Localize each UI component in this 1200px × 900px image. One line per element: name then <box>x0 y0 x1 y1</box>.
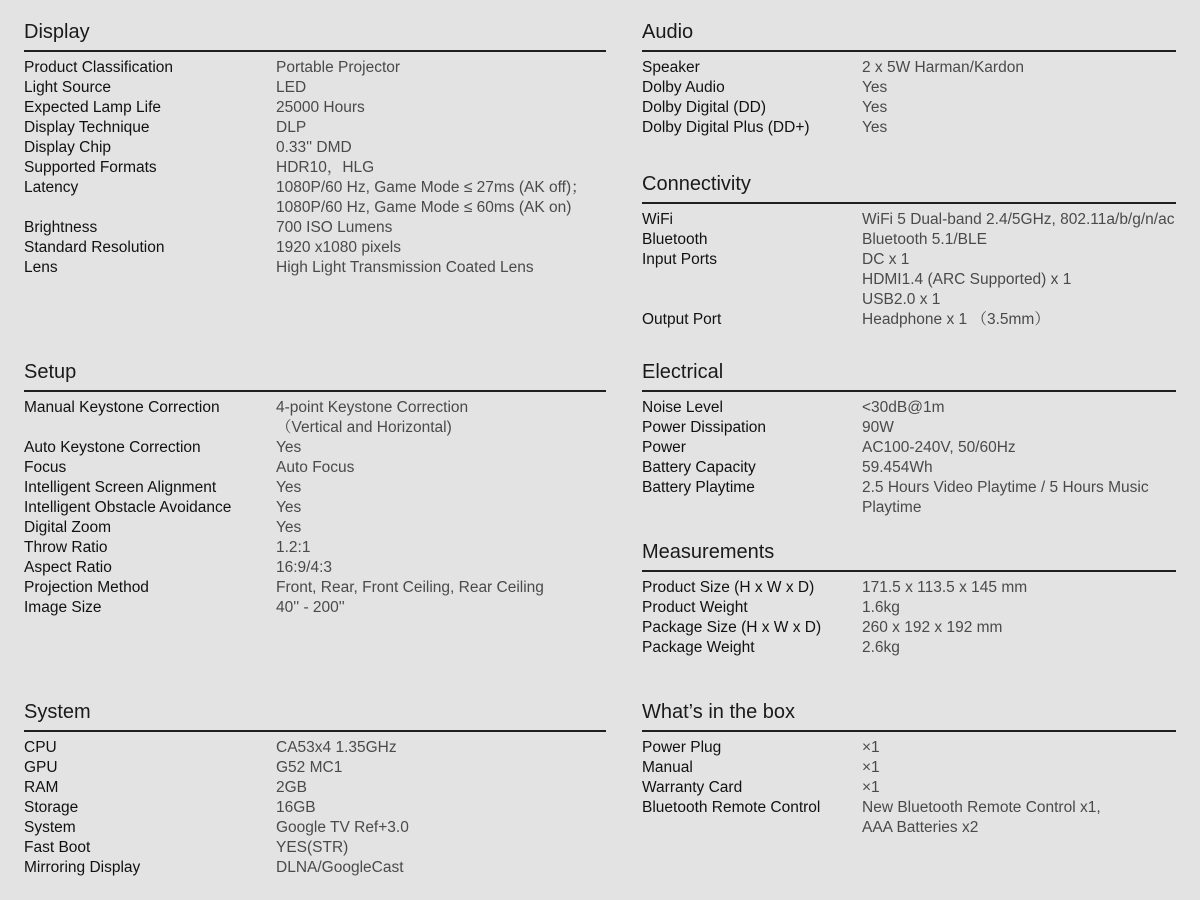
spec-row <box>24 498 606 518</box>
spec-label: Output Port <box>642 311 722 328</box>
spec-value <box>276 98 365 118</box>
spec-value-line: 2GB <box>276 779 308 796</box>
spec-value-line: YES(STR) <box>276 839 349 856</box>
spec-value-line: ×1 <box>862 779 880 796</box>
spec-value-line: 1920 x1080 pixels <box>276 239 401 256</box>
spec-value <box>276 258 534 278</box>
spec-row <box>24 538 606 558</box>
spec-value-line: Yes <box>276 439 302 456</box>
spec-label: Battery Capacity <box>642 459 756 476</box>
section-audio <box>642 18 1176 138</box>
section-system <box>24 698 606 878</box>
spec-value-line: 0.33'' DMD <box>276 139 352 156</box>
spec-value <box>862 798 1176 838</box>
section-title: Audio <box>642 18 1176 52</box>
spec-row <box>642 118 1176 138</box>
spec-value-line: 1080P/60 Hz, Game Mode ≤ 27ms (AK off)； <box>276 179 587 196</box>
spec-value-line: <30dB@1m <box>862 399 945 416</box>
spec-label: Product Classification <box>24 59 174 76</box>
spec-value-line: CA53x4 1.35GHz <box>276 739 397 756</box>
section-electrical <box>642 358 1176 518</box>
section-display <box>24 18 606 278</box>
spec-value-line: 25000 Hours <box>276 99 365 116</box>
spec-value-line: Yes <box>276 519 302 536</box>
spec-row <box>24 138 606 158</box>
spec-label: Battery Playtime <box>642 479 755 496</box>
spec-row <box>642 758 1176 778</box>
spec-value <box>276 838 348 858</box>
spec-row <box>24 758 606 778</box>
spec-value <box>276 58 400 78</box>
spec-row <box>24 858 606 878</box>
spec-row <box>24 738 606 758</box>
spec-value-line: 1080P/60 Hz, Game Mode ≤ 60ms (AK on) <box>276 199 572 216</box>
spec-row <box>642 638 1176 658</box>
spec-value-line: 2.5 Hours Video Playtime / 5 Hours Music Playtime <box>862 479 1149 516</box>
spec-value-line: Bluetooth 5.1/BLE <box>862 231 987 248</box>
spec-label: Bluetooth <box>642 231 708 248</box>
spec-value <box>862 250 1176 310</box>
spec-value <box>276 158 374 178</box>
spec-label: Fast Boot <box>24 839 91 856</box>
spec-value-line: DC x 1 <box>862 251 910 268</box>
section-connectivity <box>642 170 1176 330</box>
spec-value-line: Portable Projector <box>276 59 401 76</box>
spec-value <box>276 778 307 798</box>
spec-list <box>642 52 1176 138</box>
spec-label: Display Technique <box>24 119 150 136</box>
spec-value <box>862 478 1176 518</box>
spec-label: Lens <box>24 259 58 276</box>
spec-row <box>24 478 606 498</box>
section-title: Connectivity <box>642 170 1176 204</box>
spec-label: Power Plug <box>642 739 722 756</box>
spec-row <box>642 250 1176 310</box>
section-box <box>642 698 1176 838</box>
spec-value <box>862 398 1176 418</box>
spec-label: Power Dissipation <box>642 419 767 436</box>
spec-row <box>24 578 606 598</box>
spec-row <box>642 418 1176 438</box>
spec-value-line: Yes <box>276 479 302 496</box>
spec-value-line: Google TV Ref+3.0 <box>276 819 409 836</box>
spec-value <box>862 230 1176 250</box>
spec-value-line: DLP <box>276 119 307 136</box>
spec-value-line: 40'' - 200'' <box>276 599 345 616</box>
spec-value <box>276 178 587 218</box>
section-title: Measurements <box>642 538 1176 572</box>
spec-label: Display Chip <box>24 139 112 156</box>
spec-value-line: 260 x 192 x 192 mm <box>862 619 1003 636</box>
section-title: System <box>24 698 606 732</box>
spec-value <box>862 458 1176 478</box>
spec-label: CPU <box>24 739 57 756</box>
spec-row <box>24 838 606 858</box>
spec-value-line: 700 ISO Lumens <box>276 219 393 236</box>
spec-value-line: Front, Rear, Front Ceiling, Rear Ceiling <box>276 579 544 596</box>
spec-value-line: （Vertical and Horizontal) <box>276 419 452 436</box>
spec-value-line: Yes <box>276 499 302 516</box>
spec-value <box>276 538 310 558</box>
spec-value-line: 2 x 5W Harman/Kardon <box>862 59 1024 76</box>
spec-row <box>642 738 1176 758</box>
spec-row <box>24 398 606 438</box>
spec-row <box>24 438 606 458</box>
spec-value <box>276 438 301 458</box>
spec-row <box>642 210 1176 230</box>
spec-label: Package Size (H x W x D) <box>642 619 822 636</box>
spec-label: Input Ports <box>642 251 717 268</box>
spec-row <box>642 310 1176 330</box>
spec-value-line: Yes <box>862 119 888 136</box>
spec-label: Auto Keystone Correction <box>24 439 201 456</box>
spec-value-line: WiFi 5 Dual-band 2.4/5GHz, 802.11a/b/g/n/ac <box>862 211 1175 228</box>
spec-value <box>862 438 1176 458</box>
spec-value-line: 16GB <box>276 799 316 816</box>
spec-label: Intelligent Screen Alignment <box>24 479 217 496</box>
spec-value <box>276 738 397 758</box>
spec-value <box>862 78 1176 98</box>
spec-label: Image Size <box>24 599 102 616</box>
spec-row <box>24 778 606 798</box>
section-measurements <box>642 538 1176 658</box>
spec-row <box>642 230 1176 250</box>
spec-value-line: DLNA/GoogleCast <box>276 859 404 876</box>
spec-label: Noise Level <box>642 399 723 416</box>
spec-value-line: 1.6kg <box>862 599 900 616</box>
spec-value-line: High Light Transmission Coated Lens <box>276 259 534 276</box>
spec-label: Mirroring Display <box>24 859 141 876</box>
spec-label: Manual Keystone Correction <box>24 399 220 416</box>
spec-value-line: 90W <box>862 419 894 436</box>
spec-value <box>862 310 1176 330</box>
spec-row <box>642 458 1176 478</box>
spec-row <box>24 158 606 178</box>
spec-row <box>24 558 606 578</box>
spec-label: Dolby Audio <box>642 79 725 96</box>
spec-label: Light Source <box>24 79 112 96</box>
spec-value <box>276 558 332 578</box>
spec-row <box>642 438 1176 458</box>
spec-row <box>24 98 606 118</box>
spec-value <box>276 138 352 158</box>
section-title: Display <box>24 18 606 52</box>
spec-value-line: ×1 <box>862 739 880 756</box>
spec-value-line: Yes <box>862 99 888 116</box>
section-title: Setup <box>24 358 606 392</box>
spec-list <box>642 204 1176 330</box>
spec-label: Standard Resolution <box>24 239 165 256</box>
spec-label: Aspect Ratio <box>24 559 112 576</box>
spec-label: Expected Lamp Life <box>24 99 162 116</box>
spec-value-line: G52 MC1 <box>276 759 343 776</box>
spec-label: Brightness <box>24 219 98 236</box>
spec-label: Latency <box>24 179 79 196</box>
spec-row <box>24 58 606 78</box>
spec-label: Digital Zoom <box>24 519 111 536</box>
spec-row <box>642 578 1176 598</box>
spec-label: Manual <box>642 759 693 776</box>
spec-value <box>276 598 345 618</box>
spec-value <box>862 598 1176 618</box>
spec-label: Warranty Card <box>642 779 743 796</box>
spec-value-line: Yes <box>862 79 888 96</box>
spec-label: GPU <box>24 759 58 776</box>
spec-label: Product Size (H x W x D) <box>642 579 815 596</box>
spec-row <box>24 258 606 278</box>
spec-list <box>24 732 606 878</box>
spec-label: Product Weight <box>642 599 748 616</box>
spec-row <box>24 178 606 218</box>
spec-value <box>276 398 468 438</box>
spec-value <box>862 58 1176 78</box>
spec-row <box>24 238 606 258</box>
spec-row <box>642 618 1176 638</box>
spec-value <box>862 210 1176 230</box>
spec-list <box>24 392 606 618</box>
spec-value <box>862 638 1176 658</box>
spec-value-line: USB2.0 x 1 <box>862 291 941 308</box>
spec-row <box>642 798 1176 838</box>
spec-label: Throw Ratio <box>24 539 108 556</box>
spec-list <box>642 572 1176 658</box>
spec-label: Dolby Digital Plus (DD+) <box>642 119 810 136</box>
spec-row <box>642 778 1176 798</box>
spec-value <box>276 478 301 498</box>
spec-value-line: LED <box>276 79 307 96</box>
spec-row <box>642 478 1176 518</box>
spec-value <box>862 618 1176 638</box>
spec-value-line: 2.6kg <box>862 639 900 656</box>
spec-value <box>276 758 342 778</box>
spec-label: Supported Formats <box>24 159 157 176</box>
spec-value <box>276 578 544 598</box>
spec-label: Dolby Digital (DD) <box>642 99 767 116</box>
spec-label: RAM <box>24 779 59 796</box>
spec-value <box>862 118 1176 138</box>
spec-value <box>862 778 1176 798</box>
spec-value-line: Headphone x 1 （3.5mm） <box>862 311 1050 328</box>
spec-value <box>276 498 301 518</box>
spec-value-line: New Bluetooth Remote Control x1, <box>862 799 1101 816</box>
section-title: Electrical <box>642 358 1176 392</box>
spec-label: Intelligent Obstacle Avoidance <box>24 499 232 516</box>
spec-row <box>24 598 606 618</box>
spec-list <box>642 732 1176 838</box>
spec-value-line: Auto Focus <box>276 459 355 476</box>
spec-value <box>276 818 409 838</box>
spec-value-line: 16:9/4:3 <box>276 559 333 576</box>
spec-row <box>642 58 1176 78</box>
spec-row <box>24 78 606 98</box>
spec-value-line: 1.2:1 <box>276 539 311 556</box>
spec-row <box>24 458 606 478</box>
spec-label: Speaker <box>642 59 700 76</box>
spec-value <box>862 98 1176 118</box>
spec-value-line: HDR10，HLG <box>276 159 375 176</box>
spec-value <box>862 738 1176 758</box>
spec-label: Power <box>642 439 686 456</box>
spec-row <box>24 818 606 838</box>
spec-value <box>862 418 1176 438</box>
spec-value-line: AAA Batteries x2 <box>862 819 979 836</box>
section-title: What’s in the box <box>642 698 1176 732</box>
spec-label: Storage <box>24 799 79 816</box>
spec-row <box>24 798 606 818</box>
spec-row <box>642 598 1176 618</box>
section-setup <box>24 358 606 618</box>
spec-value-line: ×1 <box>862 759 880 776</box>
spec-value-line: HDMI1.4 (ARC Supported) x 1 <box>862 271 1072 288</box>
spec-label: Bluetooth Remote Control <box>642 799 821 816</box>
spec-value-line: AC100-240V, 50/60Hz <box>862 439 1016 456</box>
spec-value <box>276 218 392 238</box>
spec-list <box>642 392 1176 518</box>
spec-value <box>276 858 404 878</box>
spec-value-line: 4-point Keystone Correction <box>276 399 469 416</box>
spec-value <box>862 758 1176 778</box>
spec-label: Projection Method <box>24 579 149 596</box>
spec-row <box>642 78 1176 98</box>
spec-label: System <box>24 819 76 836</box>
spec-value <box>276 798 316 818</box>
spec-label: Package Weight <box>642 639 755 656</box>
spec-value <box>276 238 401 258</box>
spec-value-line: 171.5 x 113.5 x 145 mm <box>862 579 1028 596</box>
spec-row <box>642 398 1176 418</box>
spec-value <box>276 118 306 138</box>
spec-value <box>276 78 306 98</box>
spec-list <box>24 52 606 278</box>
spec-label: WiFi <box>642 211 673 228</box>
spec-value <box>276 458 354 478</box>
spec-label: Focus <box>24 459 67 476</box>
spec-row <box>24 118 606 138</box>
spec-value-line: 59.454Wh <box>862 459 933 476</box>
spec-value <box>862 578 1176 598</box>
spec-row <box>24 218 606 238</box>
spec-value <box>276 518 301 538</box>
spec-row <box>642 98 1176 118</box>
spec-row <box>24 518 606 538</box>
